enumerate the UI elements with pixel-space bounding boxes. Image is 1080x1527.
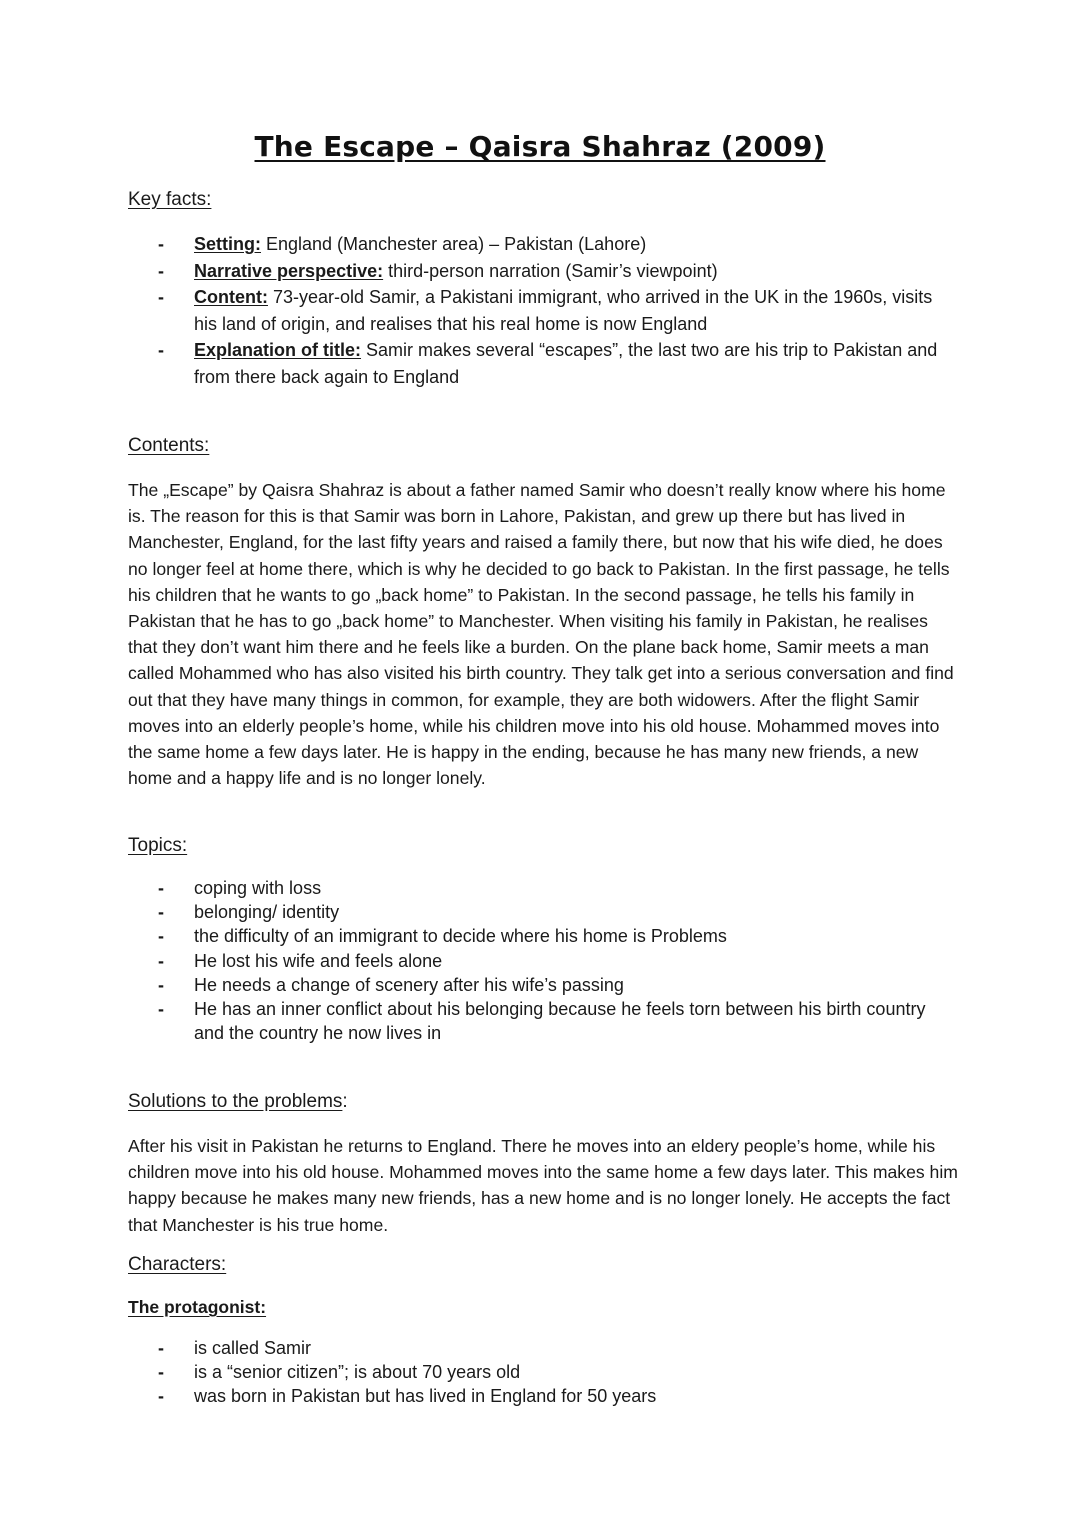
bullet-dash-icon: - <box>158 340 164 360</box>
solutions-heading-colon: : <box>342 1091 348 1112</box>
topics-heading: Topics: <box>128 835 188 856</box>
bullet-dash-icon: - <box>158 234 164 254</box>
solutions-heading <box>128 1091 348 1113</box>
bullet-dash-icon: - <box>158 287 164 307</box>
bullet-dash-icon: - <box>158 902 164 923</box>
bullet-dash-icon: - <box>158 926 164 947</box>
protagonist-text: is called Samir <box>194 1338 312 1358</box>
key-fact-text: 73-year-old Samir, a Pakistani immigrant, who arrived in the UK in the 1960s, visits his land of origin, and realises that his real home is now England <box>194 287 933 334</box>
solutions-heading-text: Solutions to the problems <box>128 1091 343 1112</box>
key-fact-label: Setting: <box>194 234 261 254</box>
topics-list <box>128 876 958 1045</box>
bullet-dash-icon: - <box>158 1362 164 1383</box>
solutions-paragraph: After his visit in Pakistan he returns to England. There he moves into an eldery people’s home, while his children move into his old house. Mohammed moves into the same home a few days later. This makes him happy because he makes many new friends, has a new home and is no longer lonely. He accepts the fact that Manchester is his true home. <box>128 1136 958 1235</box>
key-fact-text: third-person narration (Samir’s viewpoint) <box>383 260 718 281</box>
protagonist-heading: The protagonist: <box>128 1297 267 1317</box>
protagonist-item <box>128 1384 958 1408</box>
topic-text: He lost his wife and feels alone <box>194 950 443 971</box>
protagonist-item <box>128 1360 958 1384</box>
characters-heading: Characters: <box>128 1254 227 1275</box>
topic-text: belonging/ identity <box>194 902 340 923</box>
key-facts-heading: Key facts: <box>128 189 212 210</box>
topic-item <box>128 997 958 1045</box>
contents-paragraph: The „Escape” by Qaisra Shahraz is about a father named Samir who doesn’t really know where his home is. The reason for this is that Samir was born in Lahore, Pakistan, and grew up there but has lived in Manchester, England, for the last fifty years and raised a family there, but now that his wife died, he does no longer feel at home there, which is why he decided to go back to Pakistan. In the first passage, he tells his children that he wants to go „back home” to Pakistan. In the second passage, he tells his family in Pakistan that he has to go „back home” to Manchester. When visiting his family in Pakistan, he realises that they don’t want him there and he feels like a burden. On the plane back home, Samir meets a man called Mohammed who has also visited his birth country. They talk get into a serious conversation and find out that they have many things in common, for example, they are both widowers. After the flight Samir moves into an elderly people’s home, while his children move into his old house. Mohammed moves into the same home a few days later. He is happy in the ending, because he has many new friends, a new home and a happy life and is no longer lonely. <box>128 480 954 789</box>
bullet-dash-icon: - <box>158 1386 164 1407</box>
bullet-dash-icon: - <box>158 950 164 971</box>
bullet-dash-icon: - <box>158 260 164 281</box>
bullet-dash-icon: - <box>158 1338 164 1358</box>
bullet-dash-icon: - <box>158 999 164 1020</box>
protagonist-list <box>128 1336 958 1409</box>
topic-text: coping with loss <box>194 878 322 898</box>
key-fact-item <box>128 284 958 337</box>
topic-item <box>128 973 958 997</box>
bullet-dash-icon: - <box>158 974 164 995</box>
key-facts-list <box>128 231 958 390</box>
key-fact-item <box>128 337 958 390</box>
key-fact-text: Samir makes several “escapes”, the last two are his trip to Pakistan and from there back again to England <box>194 340 938 387</box>
document-title: The Escape – Qaisra Shahraz (2009) <box>254 130 826 163</box>
topic-item <box>128 949 958 973</box>
topic-text: He has an inner conflict about his belonging because he feels torn between his birth country and the country he now lives in <box>194 999 926 1044</box>
topic-item <box>128 924 958 948</box>
key-fact-item <box>128 258 958 285</box>
key-fact-label: Narrative perspective: <box>194 260 384 281</box>
topic-item <box>128 900 958 924</box>
topic-text: the difficulty of an immigrant to decide where his home is Problems <box>194 926 727 947</box>
protagonist-text: was born in Pakistan but has lived in England for 50 years <box>194 1386 657 1407</box>
key-fact-text: England (Manchester area) – Pakistan (Lahore) <box>261 234 647 254</box>
contents-heading: Contents: <box>128 435 210 456</box>
protagonist-text: is a “senior citizen”; is about 70 years old <box>194 1362 521 1383</box>
key-fact-label: Explanation of title: <box>194 340 362 360</box>
topic-item <box>128 876 958 900</box>
key-fact-label: Content: <box>194 287 268 307</box>
key-fact-item <box>128 231 958 258</box>
protagonist-item <box>128 1336 958 1360</box>
bullet-dash-icon: - <box>158 878 164 898</box>
topic-text: He needs a change of scenery after his wife’s passing <box>194 974 624 995</box>
